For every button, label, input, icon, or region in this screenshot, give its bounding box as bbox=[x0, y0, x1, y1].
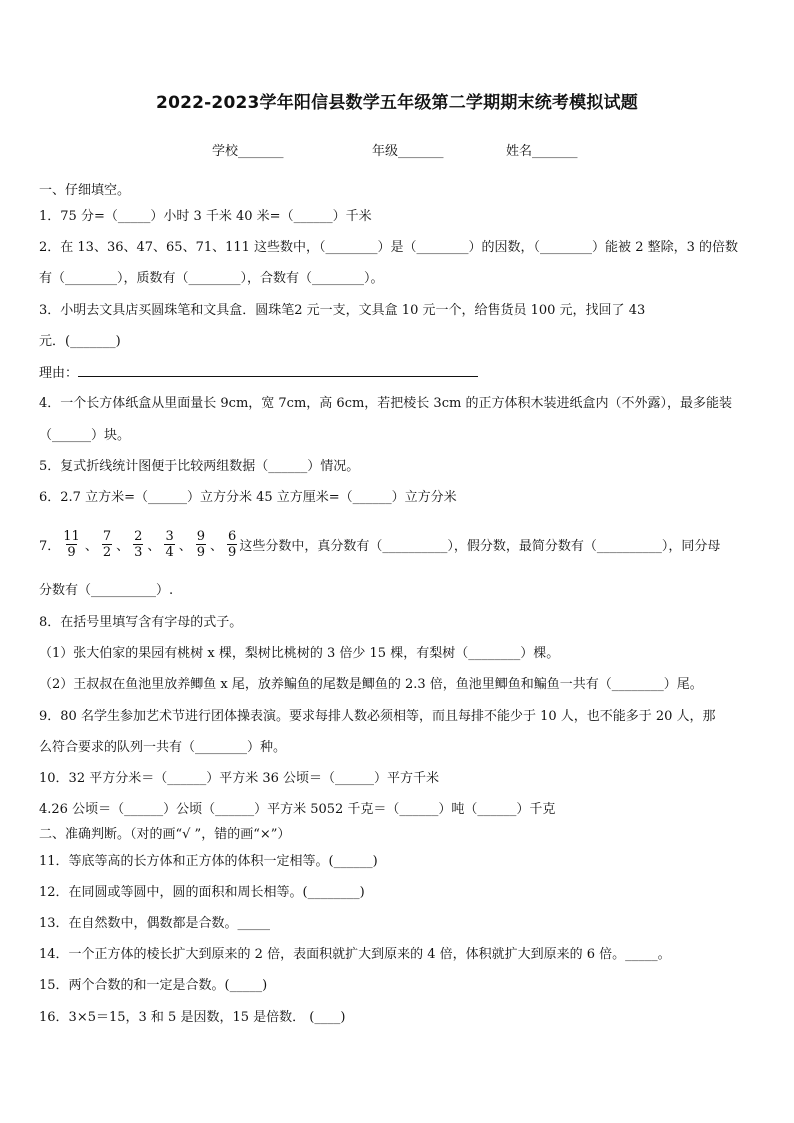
section-2-heading: 二、准确判断。（对的画“√ ”，错的画“×”） bbox=[39, 827, 291, 842]
reason-blank-line bbox=[78, 364, 478, 377]
fraction-6-9: $\frac{6}{9}$ bbox=[228, 528, 237, 560]
section-1-heading: 一、仔细填空。 bbox=[39, 183, 131, 198]
fraction-2-3: $\frac{2}{3}$ bbox=[134, 528, 143, 560]
fraction-3-4: $\frac{3}{4}$ bbox=[165, 528, 174, 560]
fraction-9-9: $\frac{9}{9}$ bbox=[196, 528, 206, 560]
question-8-sub-2: （2）王叔叔在鱼池里放养鲫鱼 x 尾，放养鳊鱼的尾数是鲫鱼的 2.3 倍，鱼池里鲫鱼和鳊鱼一共有（________）尾。 bbox=[39, 677, 703, 692]
question-2-line-2: 有（________），质数有（________），合数有（________）。 bbox=[39, 271, 384, 286]
question-4-line-2: （______）块。 bbox=[39, 428, 131, 443]
grade-field: 年级_______ bbox=[372, 144, 444, 159]
question-7-line-1 bbox=[39, 524, 720, 564]
question-14: 14．一个正方体的棱长扩大到原来的 2 倍，表面积就扩大到原来的 4 倍，体积就扩大到原来的 6 倍。_____。 bbox=[39, 947, 671, 962]
question-13: 13．在自然数中，偶数都是合数。_____ bbox=[39, 916, 271, 931]
school-field: 学校_______ bbox=[212, 144, 284, 159]
question-15: 15．两个合数的和一定是合数。(_____) bbox=[39, 978, 268, 993]
name-field: 姓名_______ bbox=[506, 144, 578, 159]
question-10-line-2: 4.26 公顷＝（______）公顷（______）平方米 5052 千克＝（______）吨（______）千克 bbox=[39, 802, 556, 817]
reason-label: 理由： bbox=[39, 366, 79, 381]
question-5: 5．复式折线统计图便于比较两组数据（______）情况。 bbox=[39, 459, 360, 474]
question-7-line-2: 分数有（__________）. bbox=[39, 583, 174, 598]
question-12: 12．在同圆或等圆中，圆的面积和周长相等。(________) bbox=[39, 885, 365, 900]
question-16: 16．3×5＝15，3 和 5 是因数，15 是倍数． (____) bbox=[39, 1010, 346, 1025]
question-3-line-2: 元．(_______) bbox=[39, 334, 121, 349]
fraction-7-2: $\frac{7}{2}$ bbox=[102, 528, 112, 560]
question-9-line-1: 9．80 名学生参加艺术节进行团体操表演。要求每排人数必须相等，而且每排不能少于 10 人，也不能多于 20 人，那 bbox=[39, 709, 716, 724]
question-3-line-1: 3．小明去文具店买圆珠笔和文具盒．圆珠笔2 元一支，文具盒 10 元一个，给售货员 100 元，找回了 43 bbox=[39, 303, 646, 318]
fraction-separator: 、 bbox=[210, 538, 224, 554]
question-10-line-1: 10．32 平方分米＝（______）平方米 36 公顷＝（______）平方千米 bbox=[39, 771, 440, 786]
question-8-line-1: 8．在括号里填写含有字母的式子。 bbox=[39, 615, 243, 630]
question-7-text: 这些分数中，真分数有（__________），假分数，最简分数有（__________），同分母 bbox=[239, 538, 721, 554]
fraction-separator: 、 bbox=[147, 538, 161, 554]
question-7-number: 7． bbox=[39, 538, 61, 554]
question-4-line-1: 4．一个长方体纸盒从里面量长 9cm，宽 7cm，高 6cm，若把棱长 3cm 的正方体积木装进纸盒内（不外露），最多能装 bbox=[39, 396, 732, 411]
question-11: 11．等底等高的长方体和正方体的体积一定相等。(______) bbox=[39, 854, 378, 869]
question-1: 1．75 分=（_____）小时 3 千米 40 米=（______）千米 bbox=[39, 209, 372, 224]
page-title: 2022-2023学年阳信县数学五年级第二学期期末统考模拟试题 bbox=[156, 93, 638, 113]
fraction-separator: 、 bbox=[178, 538, 192, 554]
fraction-separator: 、 bbox=[116, 538, 130, 554]
question-8-sub-1: （1）张大伯家的果园有桃树 x 棵，梨树比桃树的 3 倍少 15 棵，有梨树（________）棵。 bbox=[39, 646, 560, 661]
question-6: 6．2.7 立方米=（______）立方分米 45 立方厘米=（______）立方分米 bbox=[39, 490, 457, 505]
fraction-separator: 、 bbox=[84, 538, 98, 554]
question-9-line-2: 么符合要求的队列一共有（________）种。 bbox=[39, 740, 287, 755]
fraction-11-9: $\frac{11}{9}$ bbox=[63, 528, 80, 560]
question-3-reason bbox=[39, 364, 478, 383]
question-2-line-1: 2．在 13、36、47、65、71、111 这些数中，（________）是（________）的因数，（________）能被 2 整除，3 的倍数 bbox=[39, 240, 738, 255]
